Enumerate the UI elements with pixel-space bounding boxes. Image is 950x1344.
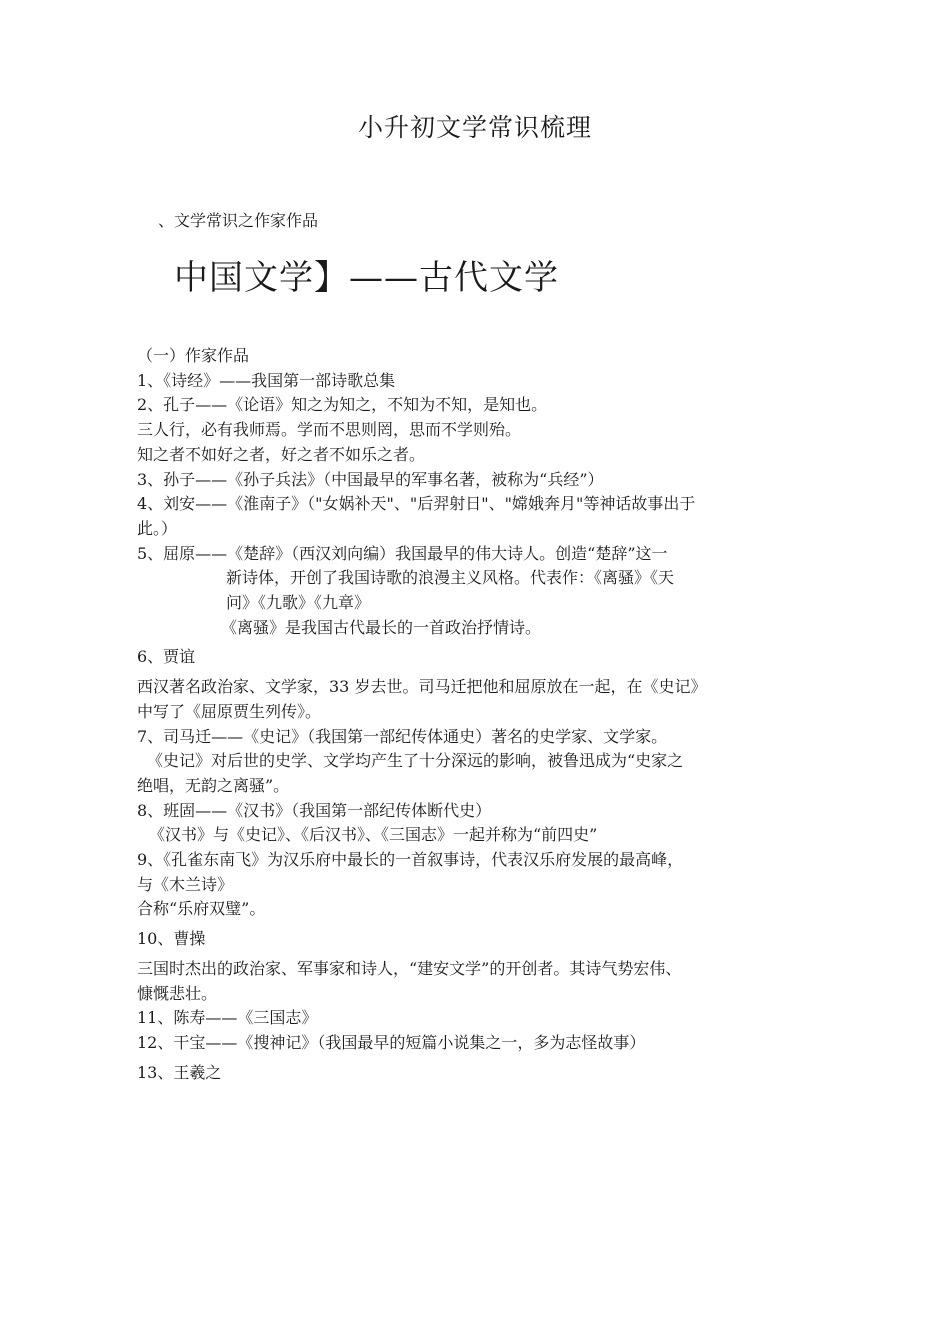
main-heading: 中国文学】——古代文学 <box>174 258 559 298</box>
text-line: 4、刘安——《淮南子》（"女娲补天"、"后羿射日"、"嫦娥奔月"等神话故事出于 <box>137 494 696 514</box>
text-line: 12、干宝——《搜神记》（我国最早的短篇小说集之一，多为志怪故事） <box>137 1032 646 1052</box>
document-body <box>137 344 817 1085</box>
text-line: 《汉书》与《史记》、《后汉书》、《三国志》一起并称为“前四史” <box>149 825 598 845</box>
text-line: 13、王羲之 <box>137 1062 222 1082</box>
text-line: 慷慨悲壮。 <box>137 983 218 1003</box>
text-line: 10、曹操 <box>137 929 206 949</box>
text-line: 2、孔子——《论语》知之为知之，不知为不知，是知也。 <box>137 395 548 415</box>
text-line: 3、孙子——《孙子兵法》（中国最早的军事名著，被称为“兵经”） <box>137 469 604 489</box>
text-line: 新诗体，开创了我国诗歌的浪漫主义风格。代表作：《离骚》《天 <box>226 568 675 588</box>
text-line: 9、《孔雀东南飞》为汉乐府中最长的一首叙事诗，代表汉乐府发展的最高峰， <box>137 850 684 870</box>
text-line: 知之者不如好之者，好之者不如乐之者。 <box>137 444 426 464</box>
text-line: 1、《诗经》——我国第一部诗歌总集 <box>137 370 396 390</box>
text-line: 《史记》对后世的史学、文学均产生了十分深远的影响，被鲁迅成为“史家之 <box>147 751 684 771</box>
text-line: 三国时杰出的政治家、军事家和诗人，“建安文学”的开创者。其诗气势宏伟、 <box>137 958 682 978</box>
subsection-heading: （一）作家作品 <box>137 346 250 365</box>
text-line: 合称“乐府双璧”。 <box>137 899 266 919</box>
text-line: 此。） <box>137 518 178 538</box>
text-line: 绝唱，无韵之离骚”。 <box>137 775 290 795</box>
section-heading: 、文学常识之作家作品 <box>158 211 319 230</box>
text-line: 6、贾谊 <box>137 647 196 667</box>
text-line: 中写了《屈原贾生列传》。 <box>137 701 322 721</box>
text-line: 5、屈原——《楚辞》（西汉刘向编）我国最早的伟大诗人。创造“楚辞”这一 <box>137 543 668 563</box>
text-line: 8、班固——《汉书》（我国第一部纪传体断代史） <box>137 800 492 820</box>
document-title: 小升初文学常识梳理 <box>357 113 592 142</box>
text-line: 11、陈寿——《三国志》 <box>137 1008 318 1028</box>
text-line: 问》《九歌》《九章》 <box>226 593 371 613</box>
text-line: 《离骚》是我国古代最长的一首政治抒情诗。 <box>221 617 542 637</box>
text-line: 与《木兰诗》 <box>137 874 234 894</box>
text-line: 三人行，必有我师焉。学而不思则罔，思而不学则殆。 <box>137 420 522 440</box>
text-line: 7、司马迁——《史记》（我国第一部纪传体通史）著名的史学家、文学家。 <box>137 726 668 746</box>
text-line: 西汉著名政治家、文学家，33 岁去世。司马迁把他和屈原放在一起，在《史记》 <box>137 677 707 697</box>
